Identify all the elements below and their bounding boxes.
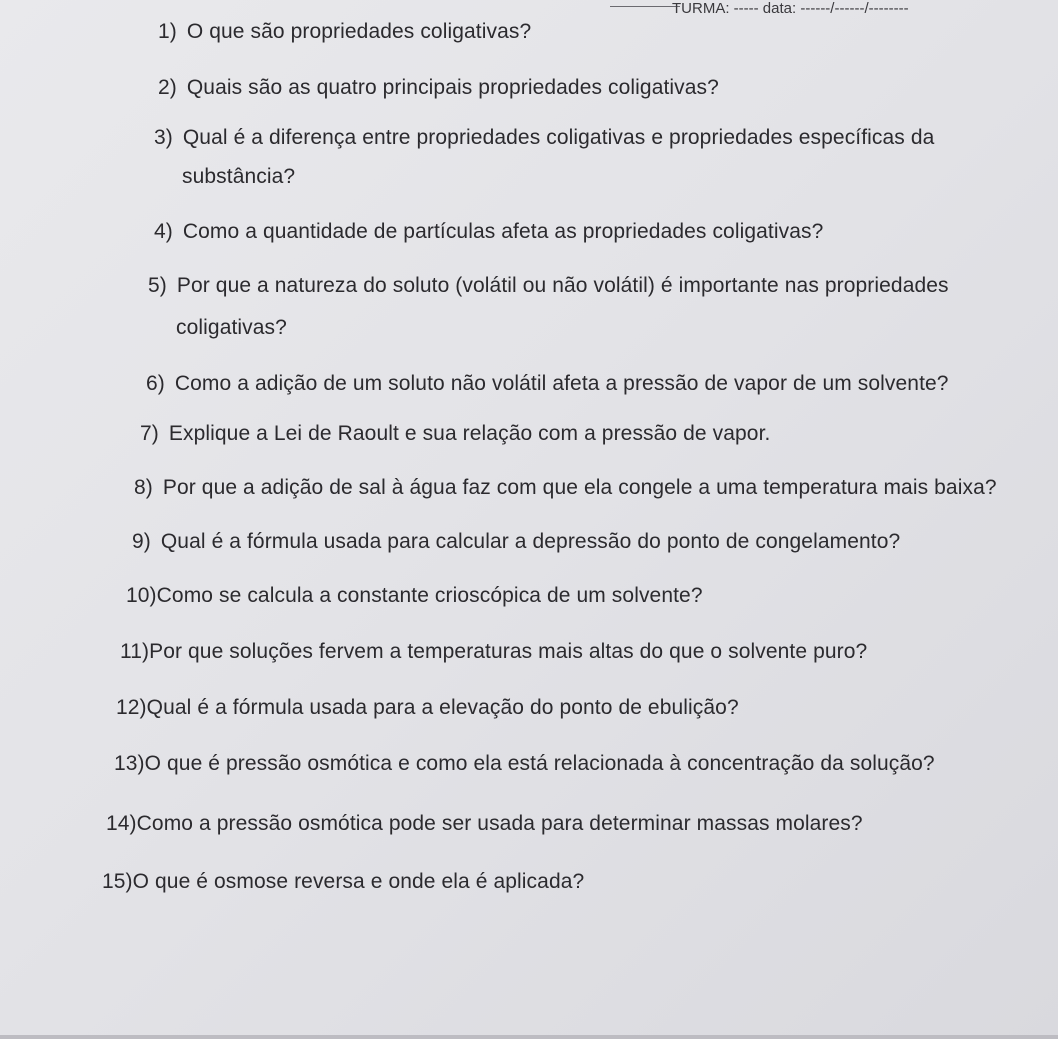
header-rule bbox=[610, 6, 680, 7]
question-text: Por que soluções fervem a temperaturas mais altas do que o solvente puro? bbox=[149, 640, 868, 663]
question-number: 3) bbox=[154, 126, 173, 149]
question-number: 12) bbox=[116, 696, 147, 719]
question-number: 4) bbox=[154, 220, 173, 243]
question-text: Como a quantidade de partículas afeta as propriedades coligativas? bbox=[182, 220, 824, 243]
question-number: 8) bbox=[134, 476, 153, 499]
question-2 bbox=[158, 76, 719, 100]
question-text: Qual é a fórmula usada para a elevação do ponto de ebulição? bbox=[146, 696, 739, 719]
question-text: Quais são as quatro principais propriedades coligativas? bbox=[186, 76, 719, 99]
question-text: O que são propriedades coligativas? bbox=[186, 20, 532, 43]
question-1 bbox=[158, 20, 531, 44]
question-number: 5) bbox=[148, 274, 167, 297]
question-number: 1) bbox=[158, 20, 177, 43]
question-text: Como se calcula a constante crioscópica de um solvente? bbox=[156, 584, 703, 607]
question-text: Por que a natureza do soluto (volátil ou não volátil) é importante nas propriedades bbox=[176, 274, 949, 297]
question-6 bbox=[146, 372, 949, 396]
page-bottom-edge bbox=[0, 1035, 1058, 1039]
question-10 bbox=[126, 584, 703, 608]
question-text: Como a adição de um soluto não volátil afeta a pressão de vapor de um solvente? bbox=[174, 372, 949, 395]
question-8 bbox=[134, 476, 997, 500]
question-5 bbox=[148, 274, 949, 298]
question-number: 10) bbox=[126, 584, 157, 607]
question-text: Qual é a fórmula usada para calcular a depressão do ponto de congelamento? bbox=[160, 530, 901, 553]
question-text: O que é pressão osmótica e como ela está relacionada à concentração da solução? bbox=[144, 752, 935, 775]
question-11 bbox=[120, 640, 867, 664]
class-date-header: TURMA: ----- data: ------/------/-------- bbox=[672, 0, 909, 17]
question-number: 9) bbox=[132, 530, 151, 553]
question-text: substância? bbox=[182, 165, 296, 188]
question-text: coligativas? bbox=[176, 316, 287, 339]
question-text: Qual é a diferença entre propriedades coligativas e propriedades específicas da bbox=[182, 126, 935, 149]
question-9 bbox=[132, 530, 900, 554]
question-text: Por que a adição de sal à água faz com que ela congele a uma temperatura mais baixa? bbox=[162, 476, 997, 499]
question-number: 2) bbox=[158, 76, 177, 99]
question-number: 6) bbox=[146, 372, 165, 395]
question-3 bbox=[154, 126, 934, 150]
question-13 bbox=[114, 752, 935, 776]
question-number: 7) bbox=[140, 422, 159, 445]
question-number: 11) bbox=[120, 640, 150, 663]
question-text: O que é osmose reversa e onde ela é aplicada? bbox=[132, 870, 585, 893]
question-14 bbox=[106, 812, 863, 836]
question-7 bbox=[140, 422, 770, 446]
question-3-continuation bbox=[182, 165, 295, 189]
question-number: 14) bbox=[106, 812, 137, 835]
question-text: Como a pressão osmótica pode ser usada para determinar massas molares? bbox=[136, 812, 863, 835]
question-number: 15) bbox=[102, 870, 133, 893]
question-text: Explique a Lei de Raoult e sua relação com a pressão de vapor. bbox=[168, 422, 771, 445]
question-number: 13) bbox=[114, 752, 145, 775]
question-12 bbox=[116, 696, 739, 720]
question-5-continuation bbox=[176, 316, 287, 340]
question-4 bbox=[154, 220, 823, 244]
question-15 bbox=[102, 870, 584, 894]
